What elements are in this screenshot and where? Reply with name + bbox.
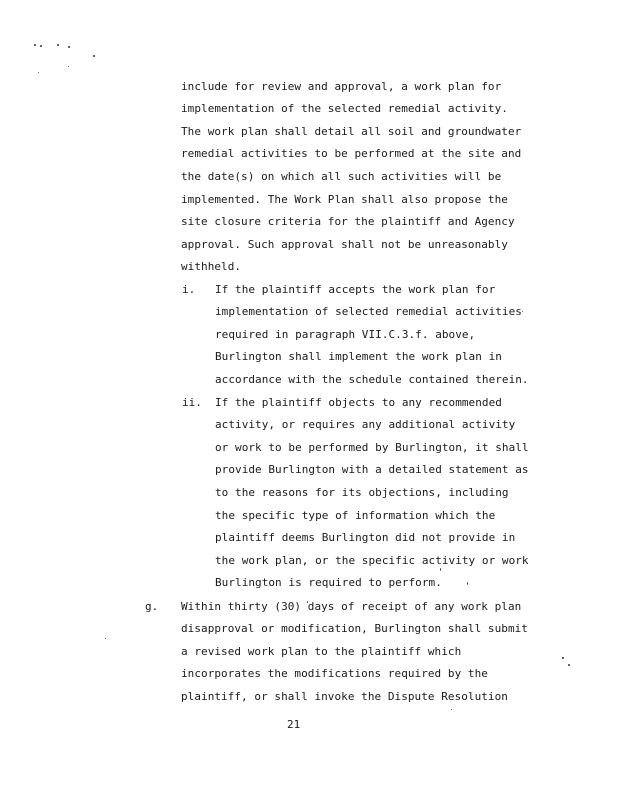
text-line: a revised work plan to the plaintiff which — [181, 645, 462, 658]
text-line: withheld. — [181, 260, 242, 273]
text-line: The work plan shall detail all soil and groundwater — [181, 125, 522, 138]
text-line: to the reasons for its objections, including — [215, 486, 509, 499]
text-line: If the plaintiff objects to any recommended — [215, 396, 502, 409]
list-marker: ii. — [182, 396, 202, 409]
text-line: Burlington shall implement the work plan in — [215, 350, 502, 363]
page-number: 21 — [287, 718, 301, 731]
text-line: provide Burlington with a detailed statement as — [215, 463, 529, 476]
scan-speck — [68, 66, 69, 67]
scan-speck — [440, 568, 441, 571]
text-line: Burlington is required to perform. — [215, 576, 442, 589]
text-line: implementation of selected remedial activities — [215, 305, 522, 318]
text-line: plaintiff deems Burlington did not provide in — [215, 531, 516, 544]
scan-speck — [562, 657, 564, 659]
text-line: approval. Such approval shall not be unreasonably — [181, 238, 508, 251]
text-line: accordance with the schedule contained therein. — [215, 373, 529, 386]
text-line: include for review and approval, a work plan for — [181, 80, 502, 93]
list-marker: g. — [145, 600, 159, 613]
scan-speck — [451, 709, 452, 710]
list-marker: i. — [182, 283, 196, 296]
text-line: the specific type of information which the — [215, 509, 496, 522]
scan-speck — [40, 45, 42, 47]
scan-speck — [105, 638, 106, 639]
text-line: implemented. The Work Plan shall also propose the — [181, 193, 508, 206]
text-line: required in paragraph VII.C.3.f. above, — [215, 328, 476, 341]
scan-speck — [467, 582, 468, 585]
text-line: implementation of the selected remedial activity. — [181, 102, 508, 115]
text-line: the date(s) on which all such activities will be — [181, 170, 502, 183]
text-line: activity, or requires any additional activity — [215, 418, 516, 431]
text-line: If the plaintiff accepts the work plan for — [215, 283, 496, 296]
scan-speck — [93, 55, 95, 57]
scan-speck — [38, 72, 39, 73]
text-line: disapproval or modification, Burlington shall submit — [181, 622, 528, 635]
scan-speck — [68, 46, 70, 48]
scan-speck — [57, 44, 59, 46]
text-line: incorporates the modifications required by the — [181, 667, 488, 680]
text-line: plaintiff, or shall invoke the Dispute Resolution — [181, 690, 508, 703]
text-line: remedial activities to be performed at the site and — [181, 147, 522, 160]
scan-speck — [522, 311, 523, 312]
scan-speck — [34, 44, 36, 46]
text-line: Within thirty (30) days of receipt of any work plan — [181, 600, 522, 613]
scan-speck — [568, 664, 570, 666]
text-line: or work to be performed by Burlington, it shall — [215, 441, 529, 454]
text-line: the work plan, or the specific activity or work — [215, 554, 529, 567]
text-line: site closure criteria for the plaintiff and Agency — [181, 215, 515, 228]
